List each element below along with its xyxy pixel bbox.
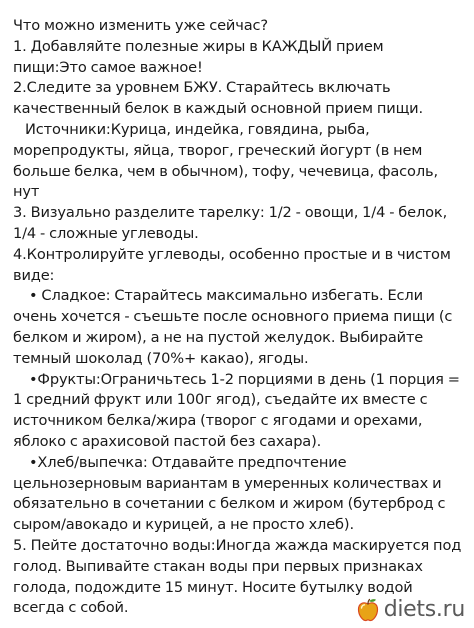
watermark-label: diets.ru bbox=[383, 597, 465, 622]
post-line: сыром/авокадо и курицей, а не просто хлеб). bbox=[13, 516, 354, 534]
post-line: 5. Пейте достаточно воды:Иногда жажда маскируется под bbox=[13, 536, 462, 554]
post-line: больше белка, чем в обычном), тофу, чечевица, фасоль, bbox=[13, 162, 438, 180]
post-text bbox=[13, 16, 468, 619]
site-watermark bbox=[352, 596, 468, 624]
post-line: 3. Визуально разделите тарелку: 1/2 - овощи, 1/4 - белок, bbox=[13, 204, 448, 222]
post-line: цельнозерновым вариантам в умеренных количествах и bbox=[13, 474, 442, 492]
apple-icon bbox=[355, 597, 381, 623]
post-line: голода, подождите 15 минут. Носите бутылку водой bbox=[13, 578, 413, 596]
post-line: белком и жиром), а не на пустой желудок. Выбирайте bbox=[13, 328, 424, 346]
post-line: 4.Контролируйте углеводы, особенно простые и в чистом bbox=[13, 245, 451, 263]
post-line: Что можно изменить уже сейчас? bbox=[13, 17, 268, 34]
post-line: очень хочется - съешьте после основного приема пищи (с bbox=[13, 308, 453, 326]
post-line: •Фрукты:Ограничьтесь 1-2 порциями в день (1 порция = bbox=[13, 370, 460, 388]
post-line: •Хлеб/выпечка: Отдавайте предпочтение bbox=[13, 453, 347, 471]
post-line: голод. Выпивайте стакан воды при первых признаках bbox=[13, 557, 423, 575]
post-line: обязательно в сочетании с белком и жиром (бутерброд с bbox=[13, 495, 446, 513]
post-line: виде: bbox=[13, 266, 55, 284]
post-line: качественный белок в каждый основной прием пищи. bbox=[13, 100, 423, 118]
post-line: источником белка/жира (творог с ягодами и орехами, bbox=[13, 412, 423, 430]
post-line: всегда с собой. bbox=[13, 599, 129, 617]
post-line: пищи:Это самое важное! bbox=[13, 58, 203, 76]
post-line: морепродукты, яйца, творог, греческий йогурт (в нем bbox=[13, 141, 423, 159]
post-line: нут bbox=[13, 183, 40, 201]
post-line: • Сладкое: Старайтесь максимально избегать. Если bbox=[13, 287, 423, 305]
post-line: Источники:Курица, индейка, говядина, рыба, bbox=[13, 120, 370, 138]
post-line: 1/4 - сложные углеводы. bbox=[13, 224, 199, 242]
post-line: 1 средний фрукт или 100г ягод), съедайте их вместе с bbox=[13, 391, 428, 409]
post-line: 1. Добавляйте полезные жиры в КАЖДЫЙ прием bbox=[13, 37, 384, 55]
post-line: 2.Следите за уровнем БЖУ. Старайтесь включать bbox=[13, 79, 391, 97]
post-line: темный шоколад (70%+ какао), ягоды. bbox=[13, 349, 309, 367]
post-line: яблоко с арахисовой пастой без сахара). bbox=[13, 432, 322, 450]
